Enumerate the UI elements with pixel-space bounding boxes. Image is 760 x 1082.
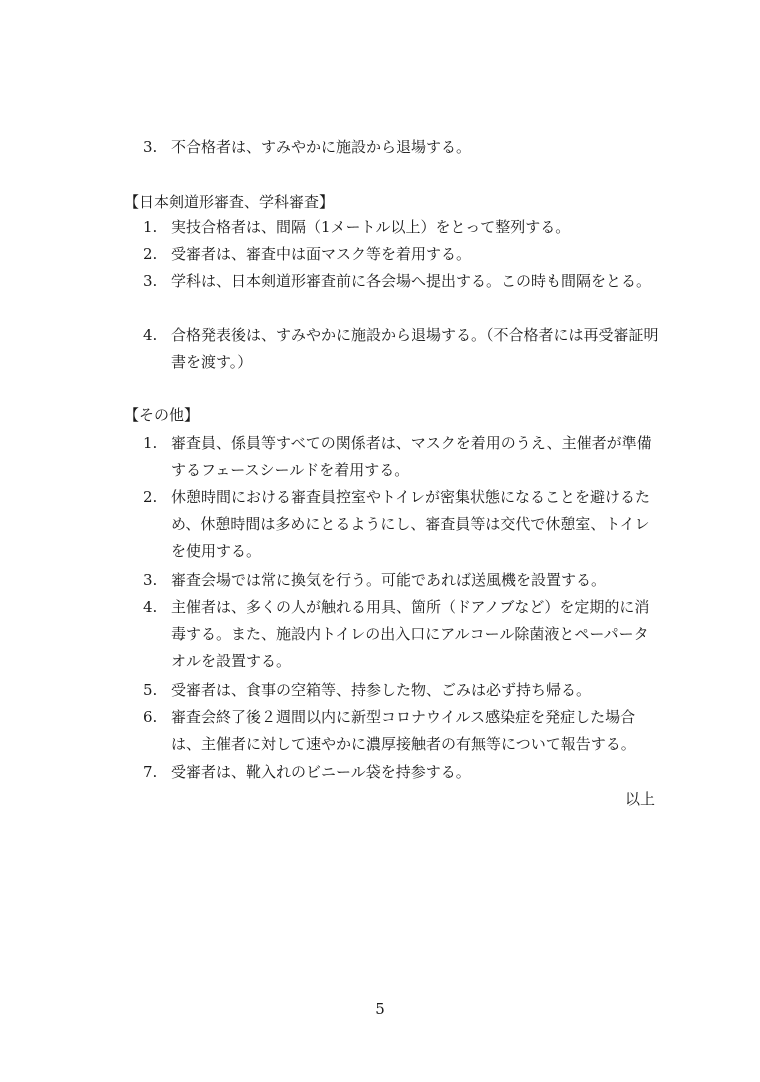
list-item xyxy=(143,594,663,675)
item-number: 3. xyxy=(143,272,158,290)
section-heading: 【その他】 xyxy=(124,406,200,424)
item-number: 4. xyxy=(143,598,158,616)
item-text: 受審者は、審査中は面マスク等を着用する。 xyxy=(171,245,472,263)
list-item xyxy=(143,567,663,594)
item-text: 不合格者は、すみやかに施設から退場する。 xyxy=(171,138,472,156)
list-item xyxy=(143,759,663,786)
item-number: 5. xyxy=(143,681,158,699)
closing-mark: 以上 xyxy=(624,790,655,808)
item-number: 6. xyxy=(143,708,158,726)
list-item xyxy=(143,484,663,565)
item-number: 4. xyxy=(143,326,158,344)
item-number: 1. xyxy=(143,218,158,236)
section-heading: 【日本剣道形審査、学科審査】 xyxy=(124,193,335,211)
list-item xyxy=(143,704,663,758)
item-text: 休憩時間における審査員控室やトイレが密集状態になることを避けるため、休憩時間は多めにとるようにし、審査員等は交代で休憩室、トイレを使用する。 xyxy=(171,488,650,560)
item-number: 7. xyxy=(143,763,158,781)
item-text: 実技合格者は、間隔（1メートル以上）をとって整列する。 xyxy=(171,218,571,236)
item-number: 2. xyxy=(143,488,158,506)
item-number: 1. xyxy=(143,434,158,452)
list-item xyxy=(143,134,663,161)
item-text: 主催者は、多くの人が触れる用具、箇所（ドアノブなど）を定期的に消毒する。また、施設内トイレの出入口にアルコール除菌液とペーパータオルを設置する。 xyxy=(171,598,650,670)
list-item xyxy=(143,241,663,268)
list-item xyxy=(143,430,663,484)
item-text: 審査会終了後２週間以内に新型コロナウイルス感染症を発症した場合は、主催者に対して速やかに濃厚接触者の有無等について報告する。 xyxy=(171,708,636,753)
page-number: 5 xyxy=(375,1000,385,1018)
list-item xyxy=(143,268,663,295)
item-text: 受審者は、食事の空箱等、持参した物、ごみは必ず持ち帰る。 xyxy=(171,681,592,699)
item-text: 審査会場では常に換気を行う。可能であれば送風機を設置する。 xyxy=(171,571,607,589)
list-item xyxy=(143,322,663,376)
list-item xyxy=(143,677,663,704)
item-text: 合格発表後は、すみやかに施設から退場する。（不合格者には再受審証明書を渡す。） xyxy=(171,326,659,371)
item-text: 学科は、日本剣道形審査前に各会場へ提出する。この時も間隔をとる。 xyxy=(171,272,652,290)
item-number: 3. xyxy=(143,138,158,156)
item-text: 審査員、係員等すべての関係者は、マスクを着用のうえ、主催者が準備するフェースシールドを着用する。 xyxy=(171,434,652,479)
item-number: 2. xyxy=(143,245,158,263)
item-text: 受審者は、靴入れのビニール袋を持参する。 xyxy=(171,763,471,781)
item-number: 3. xyxy=(143,571,158,589)
list-item xyxy=(143,214,663,241)
